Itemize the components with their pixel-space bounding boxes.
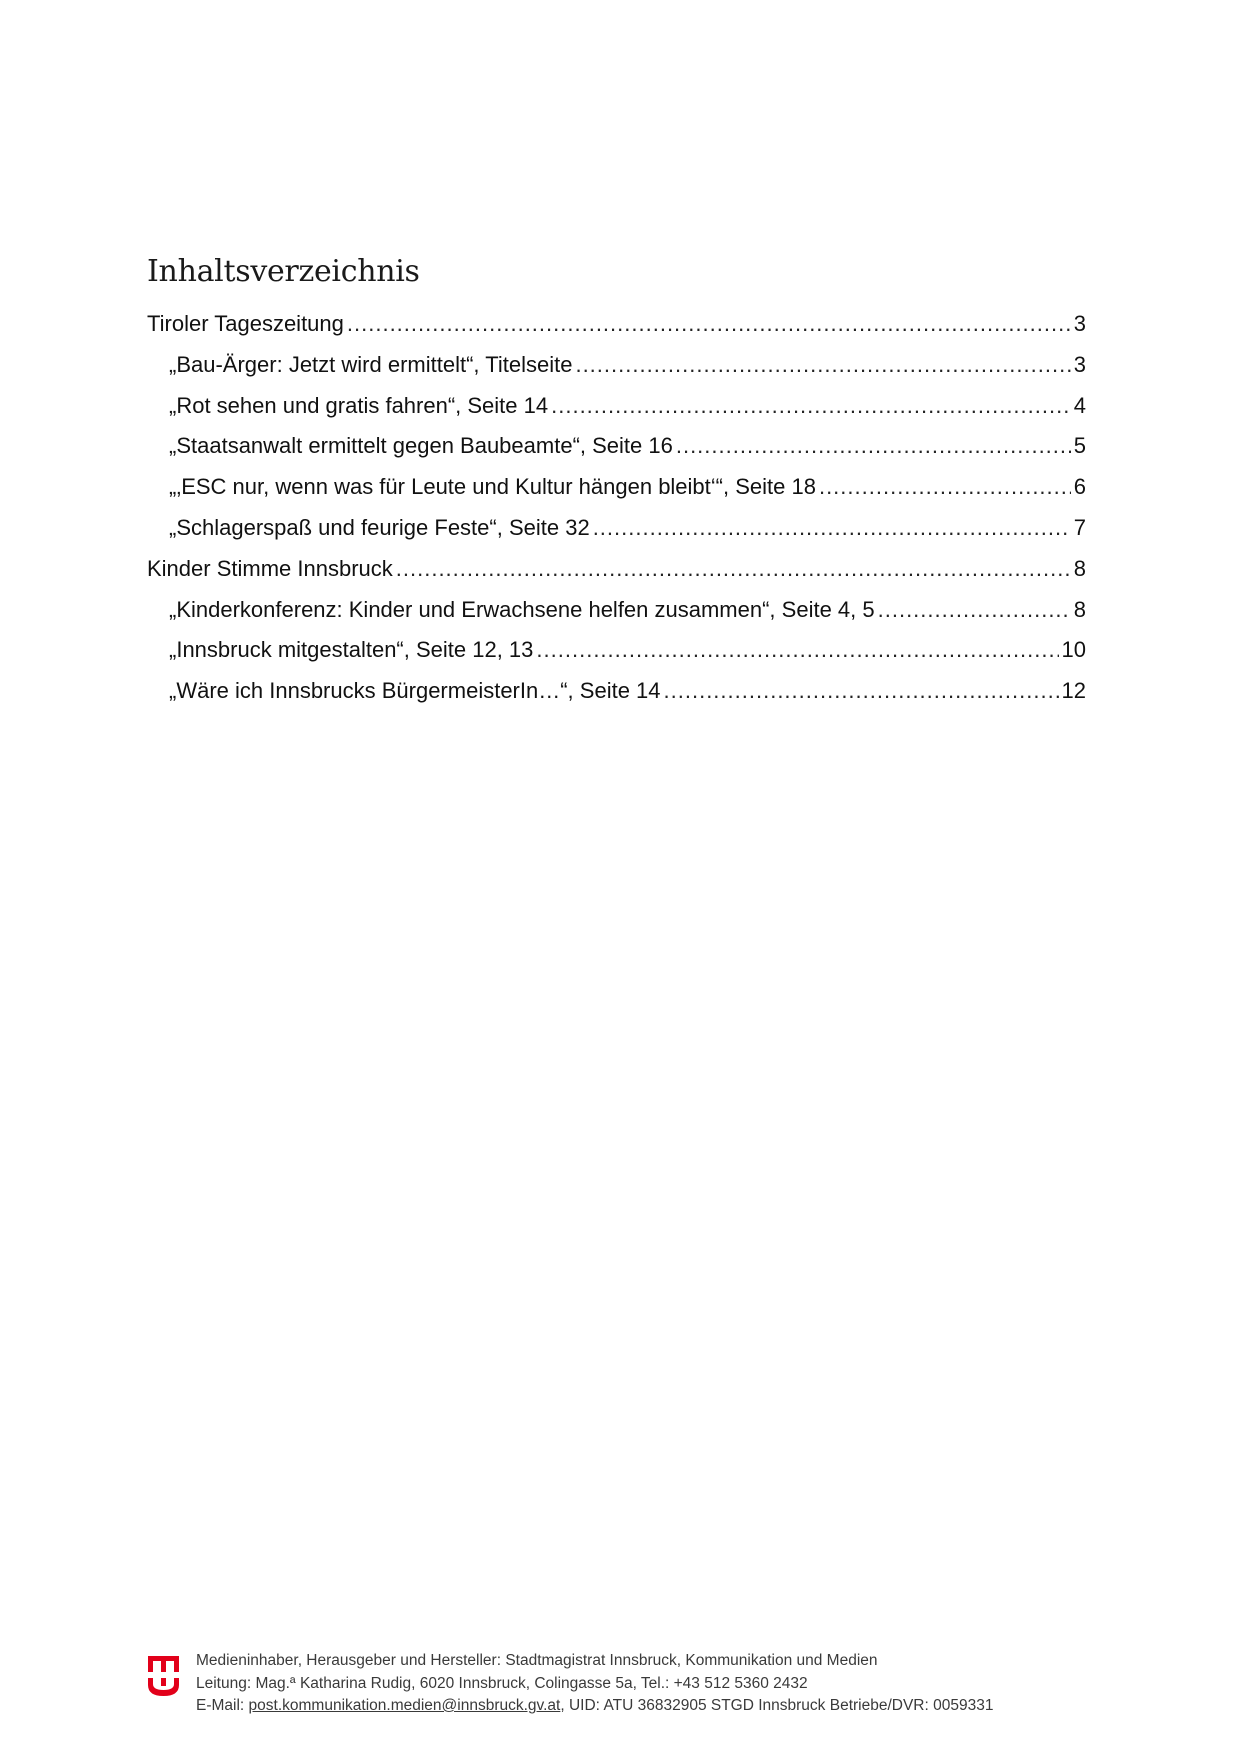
footer-contact-line (196, 1695, 993, 1718)
toc-dot-leader (396, 549, 1071, 590)
toc-dot-leader (676, 426, 1071, 467)
toc-dot-leader (575, 345, 1070, 386)
toc-entry-text: „Kinderkonferenz: Kinder und Erwachsene helfen zusammen“, Seite 4, 5 (169, 596, 875, 622)
toc-dot-leader (819, 467, 1071, 508)
footer-email-link[interactable]: post.kommunikation.medien@innsbruck.gv.at (248, 1697, 561, 1714)
toc-entry-text: Kinder Stimme Innsbruck (147, 555, 393, 581)
page-title: Inhaltsverzeichnis (147, 254, 420, 290)
toc-dot-leader (593, 508, 1071, 549)
toc-entry-text: „Wäre ich Innsbrucks BürgermeisterIn…“, Seite 14 (169, 678, 661, 704)
toc-page-number: 3 (1073, 351, 1086, 377)
toc-entry-text: „Innsbruck mitgestalten“, Seite 12, 13 (169, 637, 534, 663)
page-footer (148, 1650, 1088, 1720)
toc-entry-text: „‚ESC nur, wenn was für Leute und Kultur hängen bleibt‘“, Seite 18 (169, 474, 816, 500)
toc-page-number: 8 (1073, 555, 1086, 581)
toc-dot-leader (878, 590, 1071, 631)
toc-entry-text: „Rot sehen und gratis fahren“, Seite 14 (169, 392, 549, 418)
toc-page-number: 12 (1061, 678, 1086, 704)
toc-entry-rot-sehen[interactable] (147, 386, 1086, 427)
toc-entry-kinder-stimme[interactable] (147, 549, 1086, 590)
toc-page-number: 10 (1061, 637, 1086, 663)
toc-page-number: 4 (1073, 392, 1086, 418)
toc-page-number: 8 (1073, 596, 1086, 622)
innsbruck-city-logo-icon (148, 1656, 179, 1696)
toc-entry-esc[interactable] (147, 467, 1086, 508)
toc-dot-leader (536, 630, 1058, 671)
table-of-contents (147, 304, 1086, 712)
footer-management-line: Leitung: Mag.ª Katharina Rudig, 6020 Innsbruck, Colingasse 5a, Tel.: +43 512 5360 2432 (196, 1674, 808, 1692)
toc-entry-text: „Staatsanwalt ermittelt gegen Baubeamte“, Seite 16 (169, 433, 673, 459)
footer-publisher-line: Medieninhaber, Herausgeber und Hersteller: Stadtmagistrat Innsbruck, Kommunikation und Medien (196, 1652, 878, 1669)
toc-entry-kinderkonferenz[interactable] (147, 590, 1086, 631)
toc-entry-schlagerspass[interactable] (147, 508, 1086, 549)
toc-page-number: 5 (1073, 433, 1086, 459)
toc-entry-staatsanwalt[interactable] (147, 426, 1086, 467)
toc-entry-text: Tiroler Tageszeitung (147, 311, 344, 336)
toc-page-number: 6 (1073, 474, 1086, 500)
toc-dot-leader (347, 304, 1071, 345)
toc-dot-leader (551, 386, 1071, 427)
toc-page-number: 7 (1073, 514, 1086, 540)
footer-uid-text: , UID: ATU 36832905 STGD Innsbruck Betriebe/DVR: 0059331 (560, 1697, 994, 1714)
toc-entry-tiroler-tageszeitung[interactable] (147, 304, 1086, 345)
toc-entry-text: „Bau-Ärger: Jetzt wird ermittelt“, Titelseite (169, 351, 573, 377)
toc-entry-innsbruck-mitgestalten[interactable] (147, 630, 1086, 671)
toc-entry-waere-ich-buergermeisterin[interactable] (147, 671, 1086, 712)
footer-email-prefix: E-Mail: (196, 1697, 249, 1714)
innsbruck-city-logo-icon-graphic (148, 1656, 179, 1696)
toc-dot-leader (664, 671, 1059, 712)
footer-imprint (196, 1650, 993, 1718)
toc-entry-text: „Schlagerspaß und feurige Feste“, Seite 32 (169, 514, 590, 540)
toc-entry-bau-aerger[interactable] (147, 345, 1086, 386)
toc-page-number: 3 (1073, 311, 1086, 336)
